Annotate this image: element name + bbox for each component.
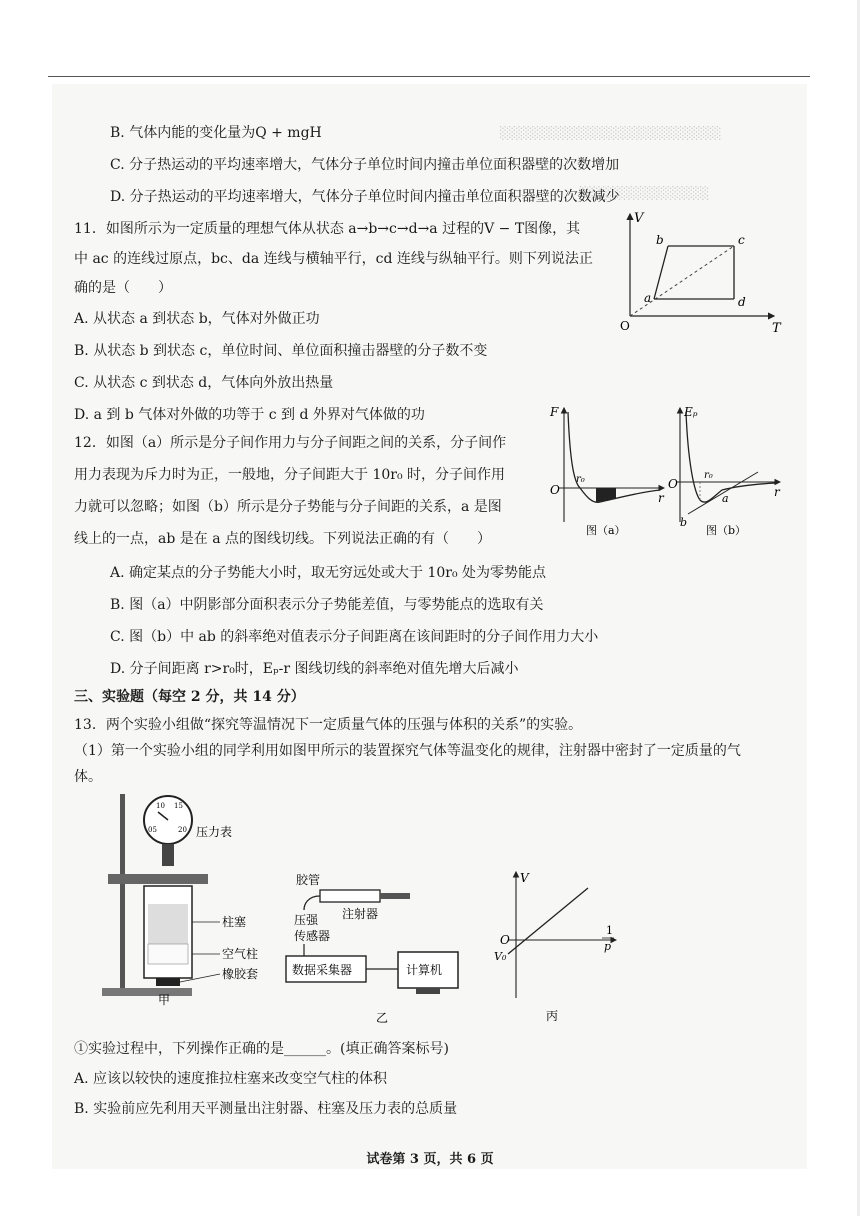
- x-label-denominator: p: [604, 940, 612, 953]
- plunger: [148, 904, 188, 944]
- gauge-dial-label: 05: [148, 826, 157, 834]
- shaded-area: [596, 488, 616, 502]
- r0-label: r₀: [704, 470, 713, 481]
- q11-option-c: C. 从状态 c 到状态 d，气体向外放出热量: [74, 375, 334, 391]
- point-b: b: [680, 516, 688, 529]
- origin-label: O: [668, 477, 678, 491]
- v-inverse-p-graph: [488, 868, 628, 1028]
- air-column: [148, 944, 188, 964]
- q12-option-c: C. 图（b）中 ab 的斜率绝对值表示分子间距离在该间距时的分子间作用力大小: [110, 629, 599, 645]
- origin-label: O: [500, 933, 510, 947]
- q11-option-a: A. 从状态 a 到状态 b，气体对外做正功: [74, 311, 320, 327]
- fig-yi-caption: 乙: [376, 1011, 389, 1025]
- gauge-dial-label: 15: [174, 802, 183, 810]
- clamp-arm: [108, 874, 208, 884]
- x-label: r: [658, 491, 664, 505]
- y-label: F: [550, 405, 559, 419]
- v0-label: V₀: [494, 950, 507, 963]
- label-collector: 数据采集器: [292, 963, 353, 977]
- page-footer: 试卷第 3 页，共 6 页: [366, 1152, 494, 1167]
- ac-line: [630, 246, 734, 316]
- q12-stem: 力就可以忽略；如图（b）所示是分子势能与分子间距的关系，a 是图: [74, 499, 502, 515]
- data-line: [508, 888, 588, 954]
- q10-option-c: C. 分子热运动的平均速率增大，气体分子单位时间内撞击单位面积器壁的次数增加: [110, 157, 620, 173]
- fig-a-caption: 图（a）: [586, 524, 626, 537]
- syringe-plunger: [380, 893, 410, 899]
- section-title: 三、实验题（每空 2 分，共 14 分）: [74, 689, 305, 705]
- label-pressure-gauge: 压力表: [196, 825, 233, 839]
- q12-stem: 用力表现为斥力时为正，一般地，分子间距大于 10r₀ 时，分子间作用: [74, 467, 506, 483]
- ab-line: [654, 246, 668, 299]
- q12-option-d: D. 分子间距离 r>r₀时，Eₚ-r 图线切线的斜率绝对值先增大后减小: [110, 661, 519, 677]
- bleed-through: ░░░░░░░░░░░░░░: [580, 186, 710, 200]
- q11-stem: 11．如图所示为一定质量的理想气体从状态 a→b→c→d→a 过程的V − T图像，其: [74, 221, 581, 237]
- point-c: c: [738, 233, 745, 247]
- stand-base: [102, 988, 192, 996]
- x-label-numerator: 1: [606, 924, 613, 937]
- point-a: a: [644, 291, 652, 305]
- q10-option-b: B. 气体内能的变化量为Q + mgH: [110, 125, 322, 141]
- q13-stem: 13．两个实验小组做“探究等温情况下一定质量气体的压强与体积的关系”的实验。: [74, 717, 583, 733]
- x-label: T: [772, 321, 781, 336]
- computer-stand: [416, 988, 440, 994]
- label-sensor: 压强: [294, 913, 319, 927]
- q13-part1-cont: 体。: [74, 769, 102, 785]
- x-label: r: [774, 485, 780, 499]
- rubber-cap: [156, 978, 180, 986]
- q13-option-a: A. 应该以较快的速度推拉柱塞来改变空气柱的体积: [74, 1071, 388, 1087]
- syringe-body: [320, 890, 380, 902]
- vt-graph: [614, 206, 784, 336]
- point-d: d: [738, 295, 746, 309]
- gauge-dial-label: 10: [156, 802, 165, 810]
- label-syringe: 注射器: [342, 907, 379, 921]
- q13-sub1: ①实验过程中，下列操作正确的是______。(填正确答案标号): [74, 1041, 449, 1057]
- y-label: Eₚ: [684, 405, 698, 419]
- gauge-dial-label: 20: [178, 826, 187, 834]
- gauge-stem: [162, 844, 174, 866]
- fig-bing-caption: 丙: [546, 1009, 559, 1023]
- origin-label: O: [550, 483, 560, 497]
- label-sensor: 传感器: [294, 929, 331, 943]
- y-label: V: [520, 871, 529, 885]
- point-b: b: [656, 233, 664, 247]
- syringe-apparatus-figure: [96, 792, 286, 1028]
- q12-option-b: B. 图（a）中阴影部分面积表示分子势能差值，与零势能点的选取有关: [110, 597, 544, 613]
- q11-option-d: D. a 到 b 气体对外做的功等于 c 到 d 外界对气体做的功: [74, 407, 425, 423]
- stand-rod: [120, 794, 125, 994]
- q11-stem: 确的是（ ）: [74, 280, 172, 296]
- potential-energy-graph: [666, 402, 786, 542]
- point-a: a: [722, 492, 729, 505]
- q12-stem: 线上的一点，ab 是在 a 点的图线切线。下列说法正确的有（ ）: [74, 531, 492, 547]
- label-computer: 计算机: [406, 963, 443, 977]
- q10-option-d: D. 分子热运动的平均速率增大，气体分子单位时间内撞击单位面积器壁的次数减少: [110, 189, 620, 205]
- header-rule: [48, 76, 810, 77]
- r0-label: r₀: [576, 474, 585, 485]
- bleed-through: ░░░░░░░░░░░░░░░░░░░░░░░░: [500, 126, 722, 140]
- y-label: V: [634, 211, 644, 226]
- force-distance-graph: [540, 402, 670, 542]
- fig-jia-caption: 甲: [158, 993, 171, 1007]
- sensor-setup-figure: [280, 866, 480, 1028]
- q11-option-b: B. 从状态 b 到状态 c，单位时间、单位面积撞击器壁的分子数不变: [74, 343, 488, 359]
- label-rubber-tube: 胶管: [296, 873, 321, 887]
- q12-stem: 12．如图（a）所示是分子间作用力与分子间距之间的关系，分子间作: [74, 435, 507, 451]
- label-rubber-cap: 橡胶套: [222, 967, 259, 981]
- q12-option-a: A. 确定某点的分子势能大小时，取无穷远处或大于 10r₀ 处为零势能点: [110, 565, 547, 581]
- q13-part1: （1）第一个实验小组的同学利用如图甲所示的装置探究气体等温变化的规律，注射器中密封了一定质量的气: [74, 743, 741, 759]
- q13-option-b: B. 实验前应先利用天平测量出注射器、柱塞及压力表的总质量: [74, 1101, 458, 1117]
- rubber-tube: [304, 896, 320, 910]
- label-air-column: 空气柱: [222, 947, 259, 961]
- q11-stem: 中 ac 的连线过原点，bc、da 连线与横轴平行，cd 连线与纵轴平行。则下列说法正: [74, 251, 593, 267]
- label-plunger: 柱塞: [222, 915, 247, 929]
- origin-label: O: [620, 319, 630, 333]
- fig-b-caption: 图（b）: [706, 524, 747, 537]
